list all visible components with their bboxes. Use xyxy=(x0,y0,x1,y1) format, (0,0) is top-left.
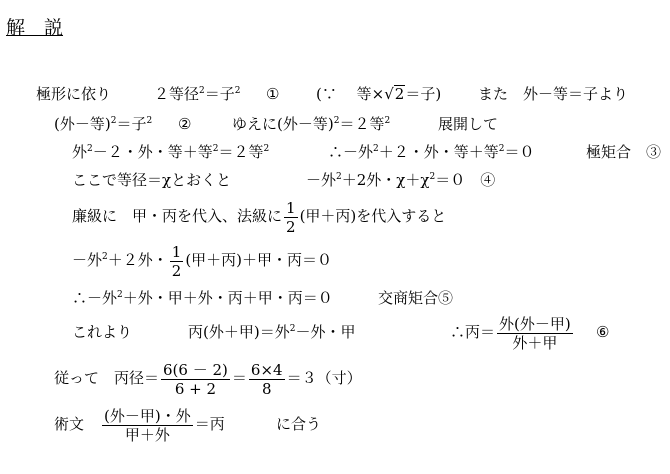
numerator: 6(6 － 2) xyxy=(163,360,228,379)
line-10-tail: に合う xyxy=(276,415,322,433)
line-3-eq2 xyxy=(328,142,535,162)
exponent: 2 xyxy=(429,172,436,182)
sqrt-symbol: √ xyxy=(384,85,394,103)
fraction-half xyxy=(170,243,184,280)
line-2-mark: ② xyxy=(178,115,192,133)
exponent: 2 xyxy=(373,144,379,154)
line-1-because xyxy=(316,84,441,104)
exponent: 2 xyxy=(234,86,241,96)
text: 外 xyxy=(72,143,88,161)
exponent: 2 xyxy=(289,324,296,334)
line-6 xyxy=(72,240,332,280)
text: －２・外・等＋等 xyxy=(92,143,213,161)
fraction-hei xyxy=(497,315,573,352)
text: ∴丙＝ xyxy=(450,323,496,341)
text: ＋２外・ xyxy=(107,251,168,269)
exponent: 2 xyxy=(263,144,270,154)
line-1-mark: ① xyxy=(266,85,280,103)
text: ＝３（寸） xyxy=(286,369,362,387)
line-5 xyxy=(72,196,446,236)
text: ＝丙 xyxy=(194,415,225,433)
exponent: 2 xyxy=(87,144,93,154)
exponent: 2 xyxy=(117,290,123,300)
exponent: 2 xyxy=(212,144,219,154)
text: 術文 xyxy=(54,415,85,433)
numerator: 6×4 xyxy=(250,360,283,379)
exponent: 2 xyxy=(102,252,108,262)
text: ∴－外 xyxy=(72,289,118,307)
numerator: 外(外－甲) xyxy=(499,314,571,333)
line-3-eq1 xyxy=(72,142,269,162)
text: 廉級に 甲・丙を代入、法級に xyxy=(72,207,283,225)
numerator: 1 xyxy=(286,198,296,217)
line-3-tail: 極矩合 ③ xyxy=(586,143,662,161)
text: (甲＋丙)＋甲・丙＝０ xyxy=(185,251,333,269)
text: ＋２・外・等＋等 xyxy=(378,143,499,161)
text: (甲＋丙)を代入すると xyxy=(299,207,447,225)
text: 丙(外＋甲)＝外 xyxy=(188,323,290,341)
exponent: 2 xyxy=(336,172,342,182)
text: ＋外・甲＋外・丙＋甲・丙＝０ xyxy=(122,289,333,307)
exponent: 2 xyxy=(199,86,205,96)
denominator: 外＋甲 xyxy=(512,333,558,352)
line-8-mark: ⑥ xyxy=(596,323,610,341)
text: (外－等) xyxy=(54,115,111,133)
line-7-eq xyxy=(72,288,333,308)
text: ＋2外・χ＋χ xyxy=(341,171,430,189)
text: －外 xyxy=(306,171,337,189)
line-8-result xyxy=(450,312,575,352)
denominator: 2 xyxy=(286,217,296,236)
fraction-half xyxy=(284,199,298,236)
exponent: 2 xyxy=(333,116,340,126)
fraction-1 xyxy=(161,361,230,398)
text: －外 xyxy=(72,251,103,269)
line-1-eq1 xyxy=(154,84,241,104)
denominator: 甲＋外 xyxy=(124,425,170,444)
text: 従って 丙径＝ xyxy=(54,369,160,387)
line-8-eq xyxy=(188,322,355,342)
exponent: 2 xyxy=(498,144,505,154)
line-1-tail: また 外－等＝子より xyxy=(478,85,629,103)
line-2-therefore xyxy=(232,114,390,134)
text: ＝０ ④ xyxy=(435,171,496,189)
numerator: (外－甲)・外 xyxy=(104,406,191,425)
page-title: 解 説 xyxy=(6,17,64,39)
sqrt-value: 2 xyxy=(394,85,405,103)
line-4-eq xyxy=(306,170,495,190)
exponent: 2 xyxy=(146,116,153,126)
text: (∵ 等× xyxy=(316,85,385,103)
text: ＝２等 xyxy=(339,115,385,133)
text: ＝子) xyxy=(405,85,442,103)
fraction-2 xyxy=(249,361,285,398)
text: ＝０ xyxy=(504,143,535,161)
text: ２等径 xyxy=(154,85,200,103)
line-8-label: これより xyxy=(72,323,133,341)
denominator: 6 + 2 xyxy=(174,379,217,398)
line-2-eq xyxy=(54,114,152,134)
line-7-tail: 交商矩合⑤ xyxy=(378,289,454,307)
numerator: 1 xyxy=(171,242,182,261)
exponent: 2 xyxy=(384,116,391,126)
text: ∴－外 xyxy=(328,143,374,161)
line-10 xyxy=(54,404,225,444)
text: ＝子 xyxy=(204,85,235,103)
line-1-label: 極形に依り xyxy=(36,85,112,103)
line-2-tail: 展開して xyxy=(438,115,499,133)
text: ＝子 xyxy=(116,115,147,133)
denominator: 2 xyxy=(171,261,182,280)
line-4-label: ここで等径＝χとおくと xyxy=(72,171,232,189)
text: －外・甲 xyxy=(295,323,356,341)
fraction-jutsubun xyxy=(102,407,193,444)
text: ゆえに(外－等) xyxy=(232,115,334,133)
exponent: 2 xyxy=(110,116,117,126)
line-9 xyxy=(54,358,362,398)
text: ＝２等 xyxy=(218,143,264,161)
text: ＝ xyxy=(231,369,247,387)
denominator: 8 xyxy=(261,379,272,398)
